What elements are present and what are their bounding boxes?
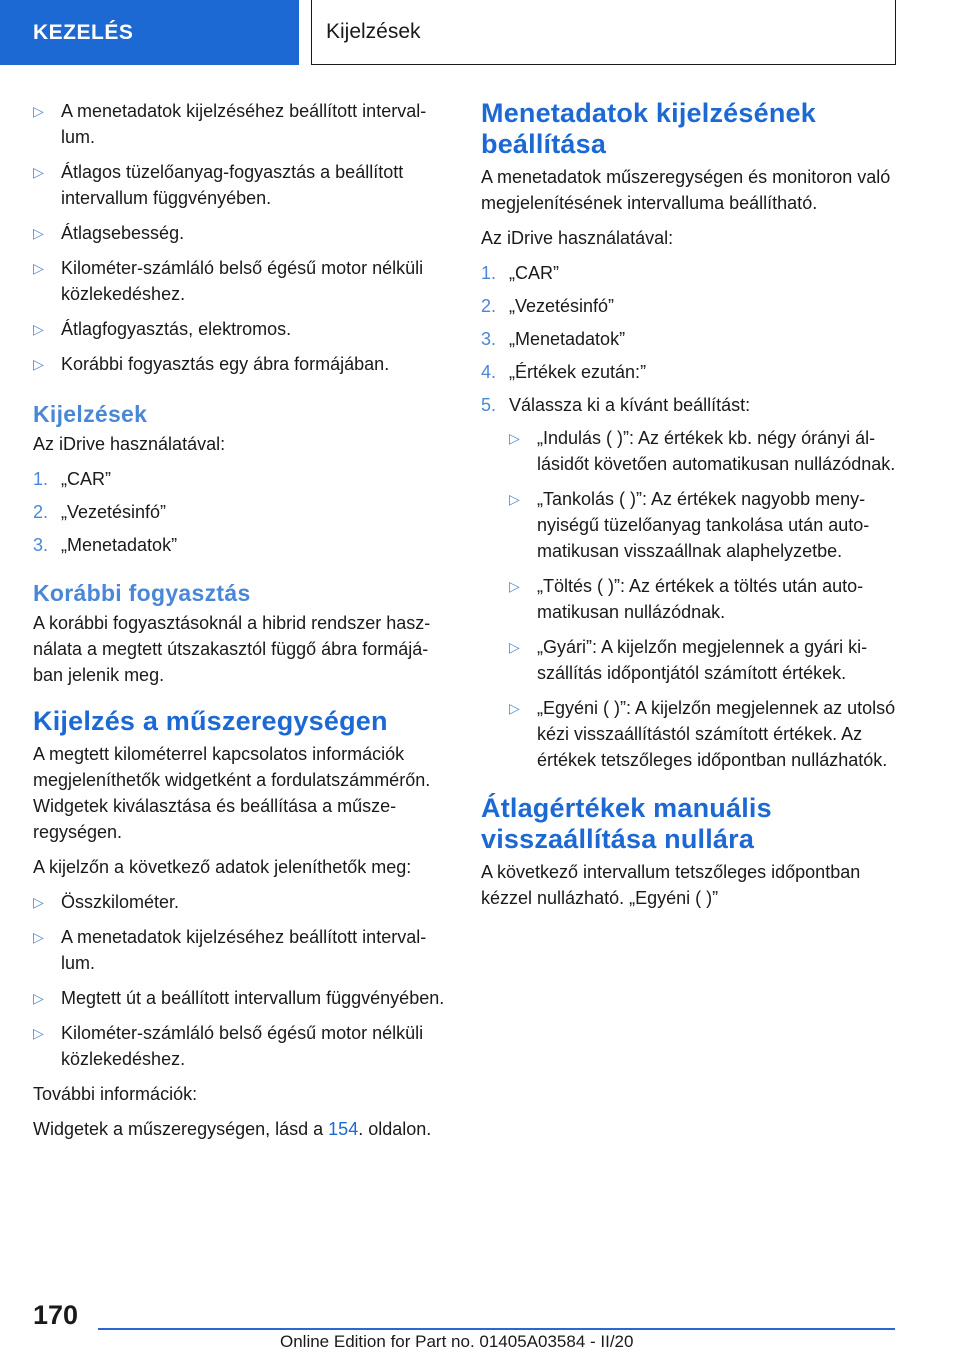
list-item: ▷ „Tankolás ( )”: Az értékek nagyobb menynyiségű tüzelőanyag tankolása után automatikusan visszaállnak alaphelyzetbe. [509,486,896,564]
list-item: ▷ Átlagsebesség. [33,220,448,246]
paragraph: A kijelzőn a következő adatok jeleníthetők meg: [33,857,412,877]
paragraph: A menetadatok műszeregységen és monitoron való megjelenítésének intervalluma beállítható. [481,167,891,213]
triangle-bullet-icon: ▷ [33,103,44,119]
list-item: ▷ A menetadatok kijelzéséhez beállított intervallum. [33,924,448,976]
triangle-bullet-icon: ▷ [33,356,44,372]
triangle-bullet-icon: ▷ [33,164,44,180]
triangle-bullet-icon: ▷ [33,1025,44,1041]
numbered-step: 2. „Vezetésinfó” [481,296,615,316]
triangle-bullet-icon: ▷ [33,321,44,337]
triangle-bullet-icon: ▷ [33,894,44,910]
list-item: ▷ Korábbi fogyasztás egy ábra formájában. [33,351,448,377]
list-item: ▷ „Egyéni ( )”: A kijelzőn megjelennek az utolsó kézi visszaállítástól számított értékek. Az értékek tetszőleges időpontban nullázhatók. [509,695,896,773]
list-item: ▷ „Gyári”: A kijelzőn megjelennek a gyári kiszállítás időpontjától számított értékek. [509,634,896,686]
list-item: ▷ Kilométer-számláló belső égésű motor nélküli közlekedéshez. [33,255,448,307]
page-number: 170 [33,1300,79,1330]
list-item: ▷ Átlagfogyasztás, elektromos. [33,316,448,342]
numbered-step: 4. „Értékek ezután:” [481,362,647,382]
triangle-bullet-icon: ▷ [509,700,520,716]
list-item: ▷ Összkilométer. [33,889,448,915]
list-item: ▷ Megtett út a beállított intervallum függvényében. [33,985,448,1011]
triangle-bullet-icon: ▷ [509,491,520,507]
list-item: ▷ „Töltés ( )”: Az értékek a töltés után automatikusan nullázódnak. [509,573,896,625]
triangle-bullet-icon: ▷ [33,225,44,241]
section-tab: KEZELÉS [0,0,299,65]
list-item: ▷ „Indulás ( )”: Az értékek kb. négy órányi állásidőt követően automatikusan nullázódnak. [509,425,896,477]
numbered-step: 3. „Menetadatok” [33,535,178,555]
triangle-bullet-icon: ▷ [33,260,44,276]
cross-reference: Widgetek a műszeregységen, lásd a 154. oldalon. [33,1119,432,1139]
intro-bullet-list [33,98,448,377]
triangle-bullet-icon: ▷ [509,578,520,594]
numbered-step: 1. „CAR” [33,469,111,489]
heading-kijelzes-muszeregysegen: Kijelzés a műszeregységen [33,706,388,736]
triangle-bullet-icon: ▷ [509,639,520,655]
numbered-step: 5. Válassza ki a kívánt beállítást: [481,395,751,415]
right-column [481,98,896,920]
paragraph: A megtett kilométerrel kapcsolatos információk megjeleníthetők widgetként a fordulatszámmérőn. Widgetek kiválasztása és beállítása a műszeregységen. [33,744,431,842]
heading-kijelzesek: Kijelzések [33,401,148,427]
heading-menetadatok-beallitasa: Menetadatok kijelzésének beállítása [481,98,816,159]
option-list [509,425,896,773]
paragraph: További információk: [33,1084,198,1104]
paragraph: A következő intervallum tetszőleges időpontban kézzel nullázható. „Egyéni ( )” [481,862,861,908]
list-item: ▷ Kilométer-számláló belső égésű motor nélküli közlekedéshez. [33,1020,448,1072]
numbered-step: 3. „Menetadatok” [481,329,626,349]
heading-korabbi-fogyasztas: Korábbi fogyasztás [33,580,251,606]
list-item: ▷ Átlagos tüzelőanyag-fogyasztás a beállított intervallum függvényében. [33,159,448,211]
heading-atlagertekek-visszaallitasa: Átlagértékek manuális visszaállítása nullára [481,793,772,854]
paragraph: Az iDrive használatával: [33,434,226,454]
triangle-bullet-icon: ▷ [33,929,44,945]
numbered-step: 1. „CAR” [481,263,559,283]
triangle-bullet-icon: ▷ [33,990,44,1006]
numbered-step: 2. „Vezetésinfó” [33,502,167,522]
footer-divider [98,1328,895,1330]
paragraph: A korábbi fogyasztásoknál a hibrid rendszer használata a megtett útszakasztól függő ábra formájában jelenik meg. [33,613,431,685]
left-column [33,98,448,1151]
chapter-title: Kijelzések [311,0,896,65]
edition-note: Online Edition for Part no. 01405A03584 - II/20 [280,1332,634,1351]
page-link[interactable]: 154 [328,1119,359,1139]
list-item: ▷ A menetadatok kijelzéséhez beállított intervallum. [33,98,448,150]
paragraph: Az iDrive használatával: [481,228,674,248]
triangle-bullet-icon: ▷ [509,430,520,446]
